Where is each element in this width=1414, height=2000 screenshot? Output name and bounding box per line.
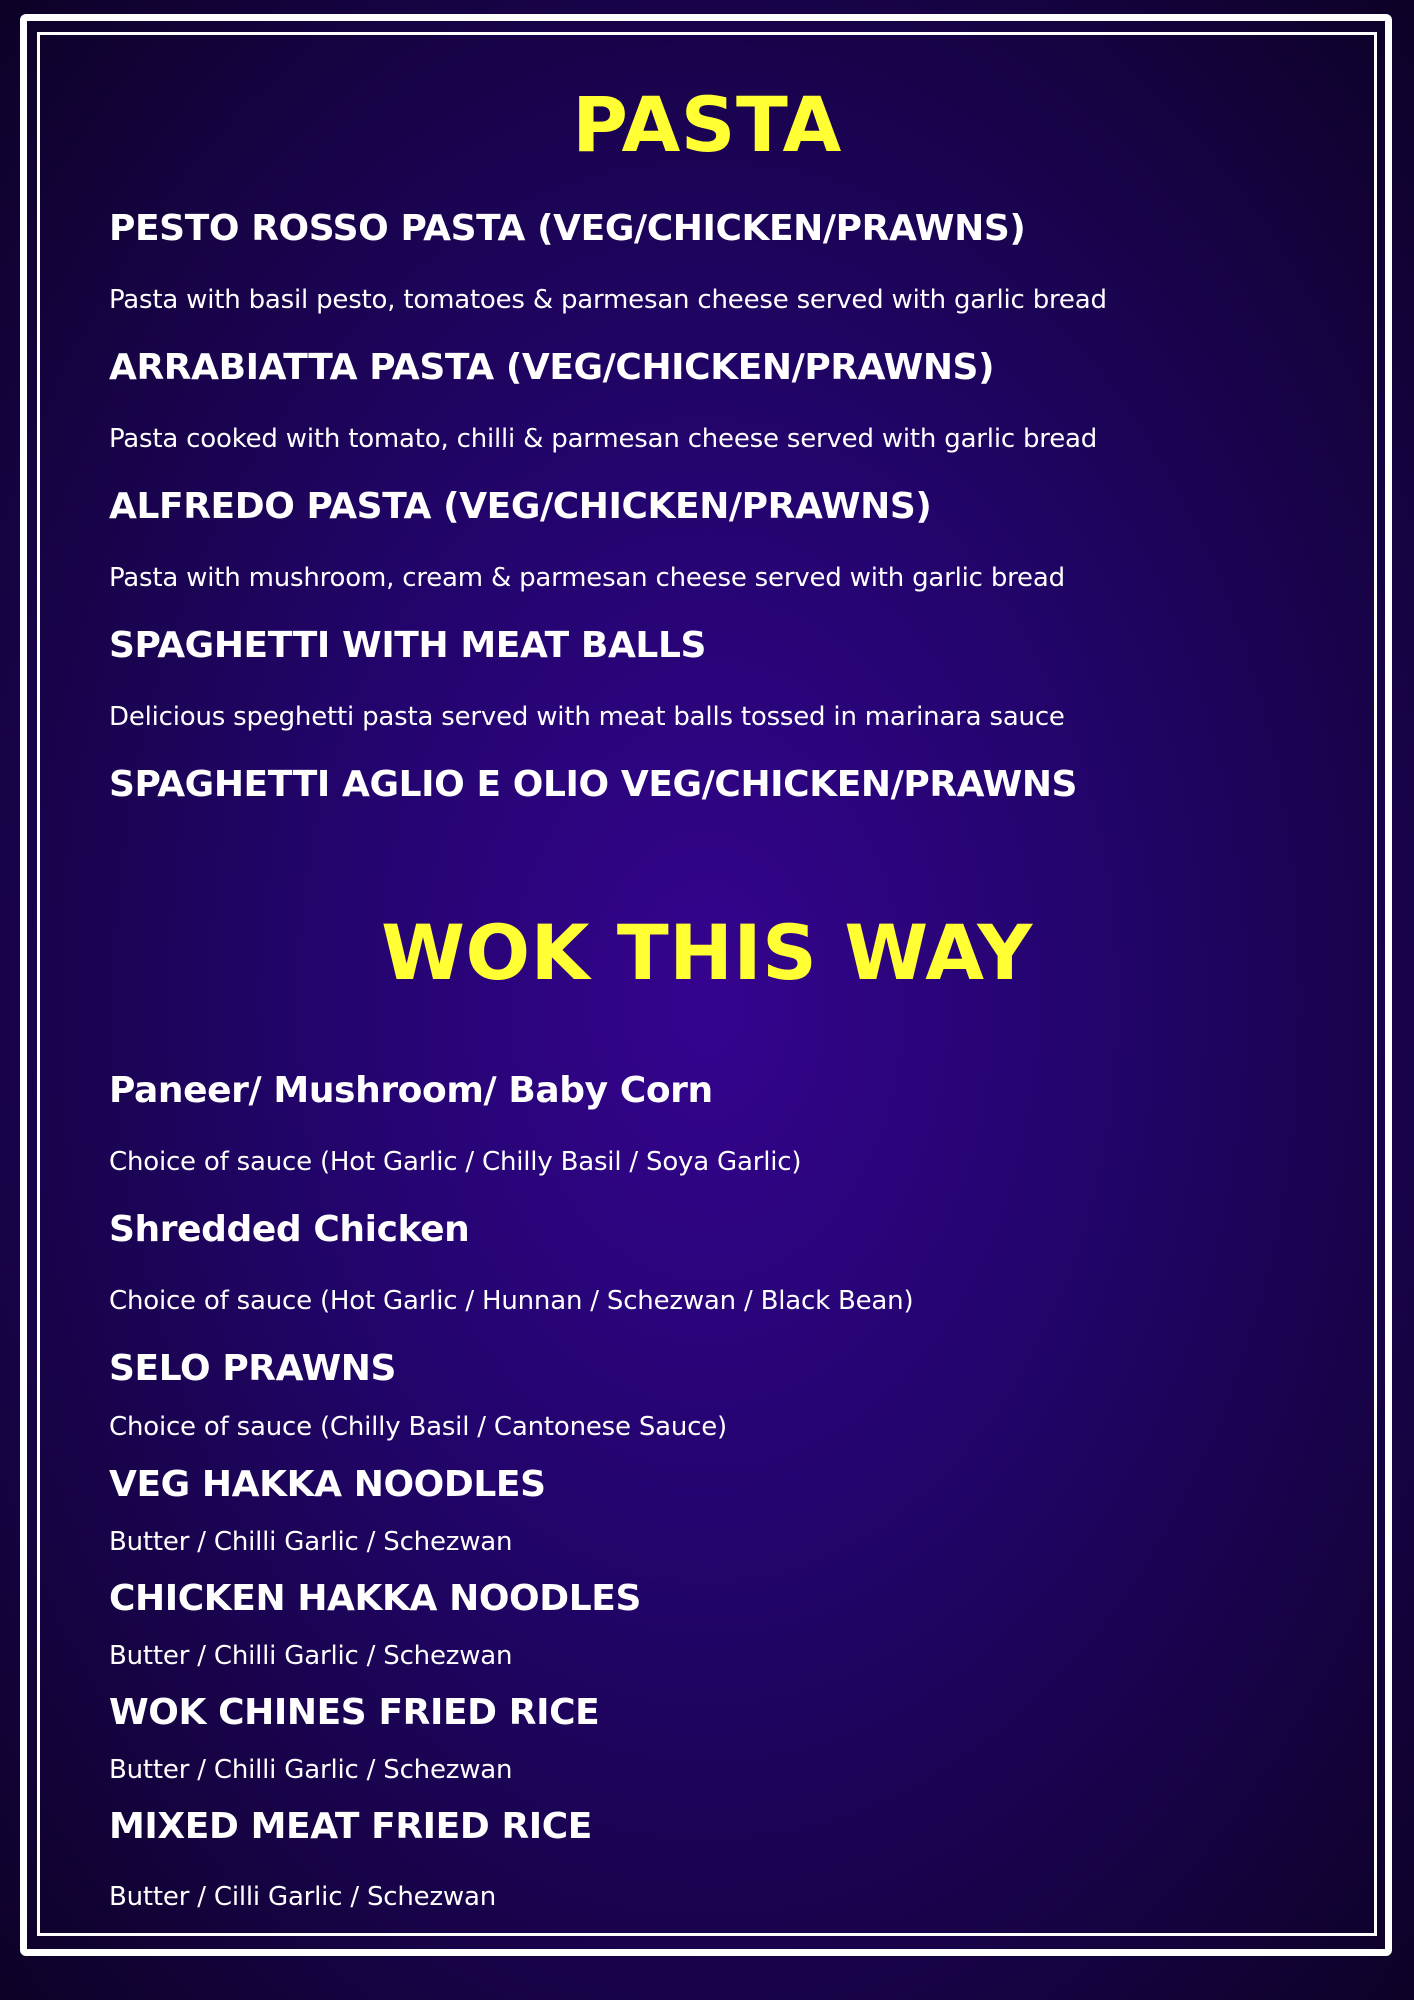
menu-item-description: Choice of sauce (Hot Garlic / Chilly Basil / Soya Garlic): [109, 1147, 802, 1177]
menu-item-description: Butter / Chilli Garlic / Schezwan: [109, 1527, 513, 1557]
menu-item-name: MIXED MEAT FRIED RICE: [109, 1806, 592, 1847]
menu-item-name: VEG HAKKA NOODLES: [109, 1464, 546, 1505]
wok-section-title: WOK THIS WAY: [381, 908, 1033, 997]
menu-item-name: SPAGHETTI WITH MEAT BALLS: [109, 625, 707, 666]
menu-item-name: WOK CHINES FRIED RICE: [109, 1692, 600, 1733]
menu-item-description: Delicious speghetti pasta served with meat balls tossed in marinara sauce: [109, 702, 1065, 732]
menu-item-name: PESTO ROSSO PASTA (VEG/CHICKEN/PRAWNS): [109, 208, 1026, 249]
pasta-section-title: PASTA: [572, 80, 842, 169]
menu-item-name: CHICKEN HAKKA NOODLES: [109, 1578, 641, 1619]
menu-item-description: Butter / Cilli Garlic / Schezwan: [109, 1882, 496, 1912]
menu-item-name: SPAGHETTI AGLIO E OLIO VEG/CHICKEN/PRAWNS: [109, 764, 1078, 805]
menu-item-description: Pasta with basil pesto, tomatoes & parmesan cheese served with garlic bread: [109, 285, 1107, 315]
menu-item-name: ALFREDO PASTA (VEG/CHICKEN/PRAWNS): [109, 486, 932, 527]
menu-item-name: SELO PRAWNS: [109, 1348, 397, 1389]
menu-item-description: Choice of sauce (Chilly Basil / Cantonese Sauce): [109, 1412, 728, 1442]
menu-item-name: Paneer/ Mushroom/ Baby Corn: [109, 1070, 713, 1111]
menu-item-name: Shredded Chicken: [109, 1209, 470, 1250]
menu-item-description: Pasta cooked with tomato, chilli & parmesan cheese served with garlic bread: [109, 424, 1098, 454]
menu-item-description: Butter / Chilli Garlic / Schezwan: [109, 1755, 513, 1785]
menu-item-description: Butter / Chilli Garlic / Schezwan: [109, 1641, 513, 1671]
menu-item-description: Pasta with mushroom, cream & parmesan cheese served with garlic bread: [109, 563, 1065, 593]
menu-item-name: ARRABIATTA PASTA (VEG/CHICKEN/PRAWNS): [109, 347, 995, 388]
menu-item-description: Choice of sauce (Hot Garlic / Hunnan / Schezwan / Black Bean): [109, 1286, 914, 1316]
